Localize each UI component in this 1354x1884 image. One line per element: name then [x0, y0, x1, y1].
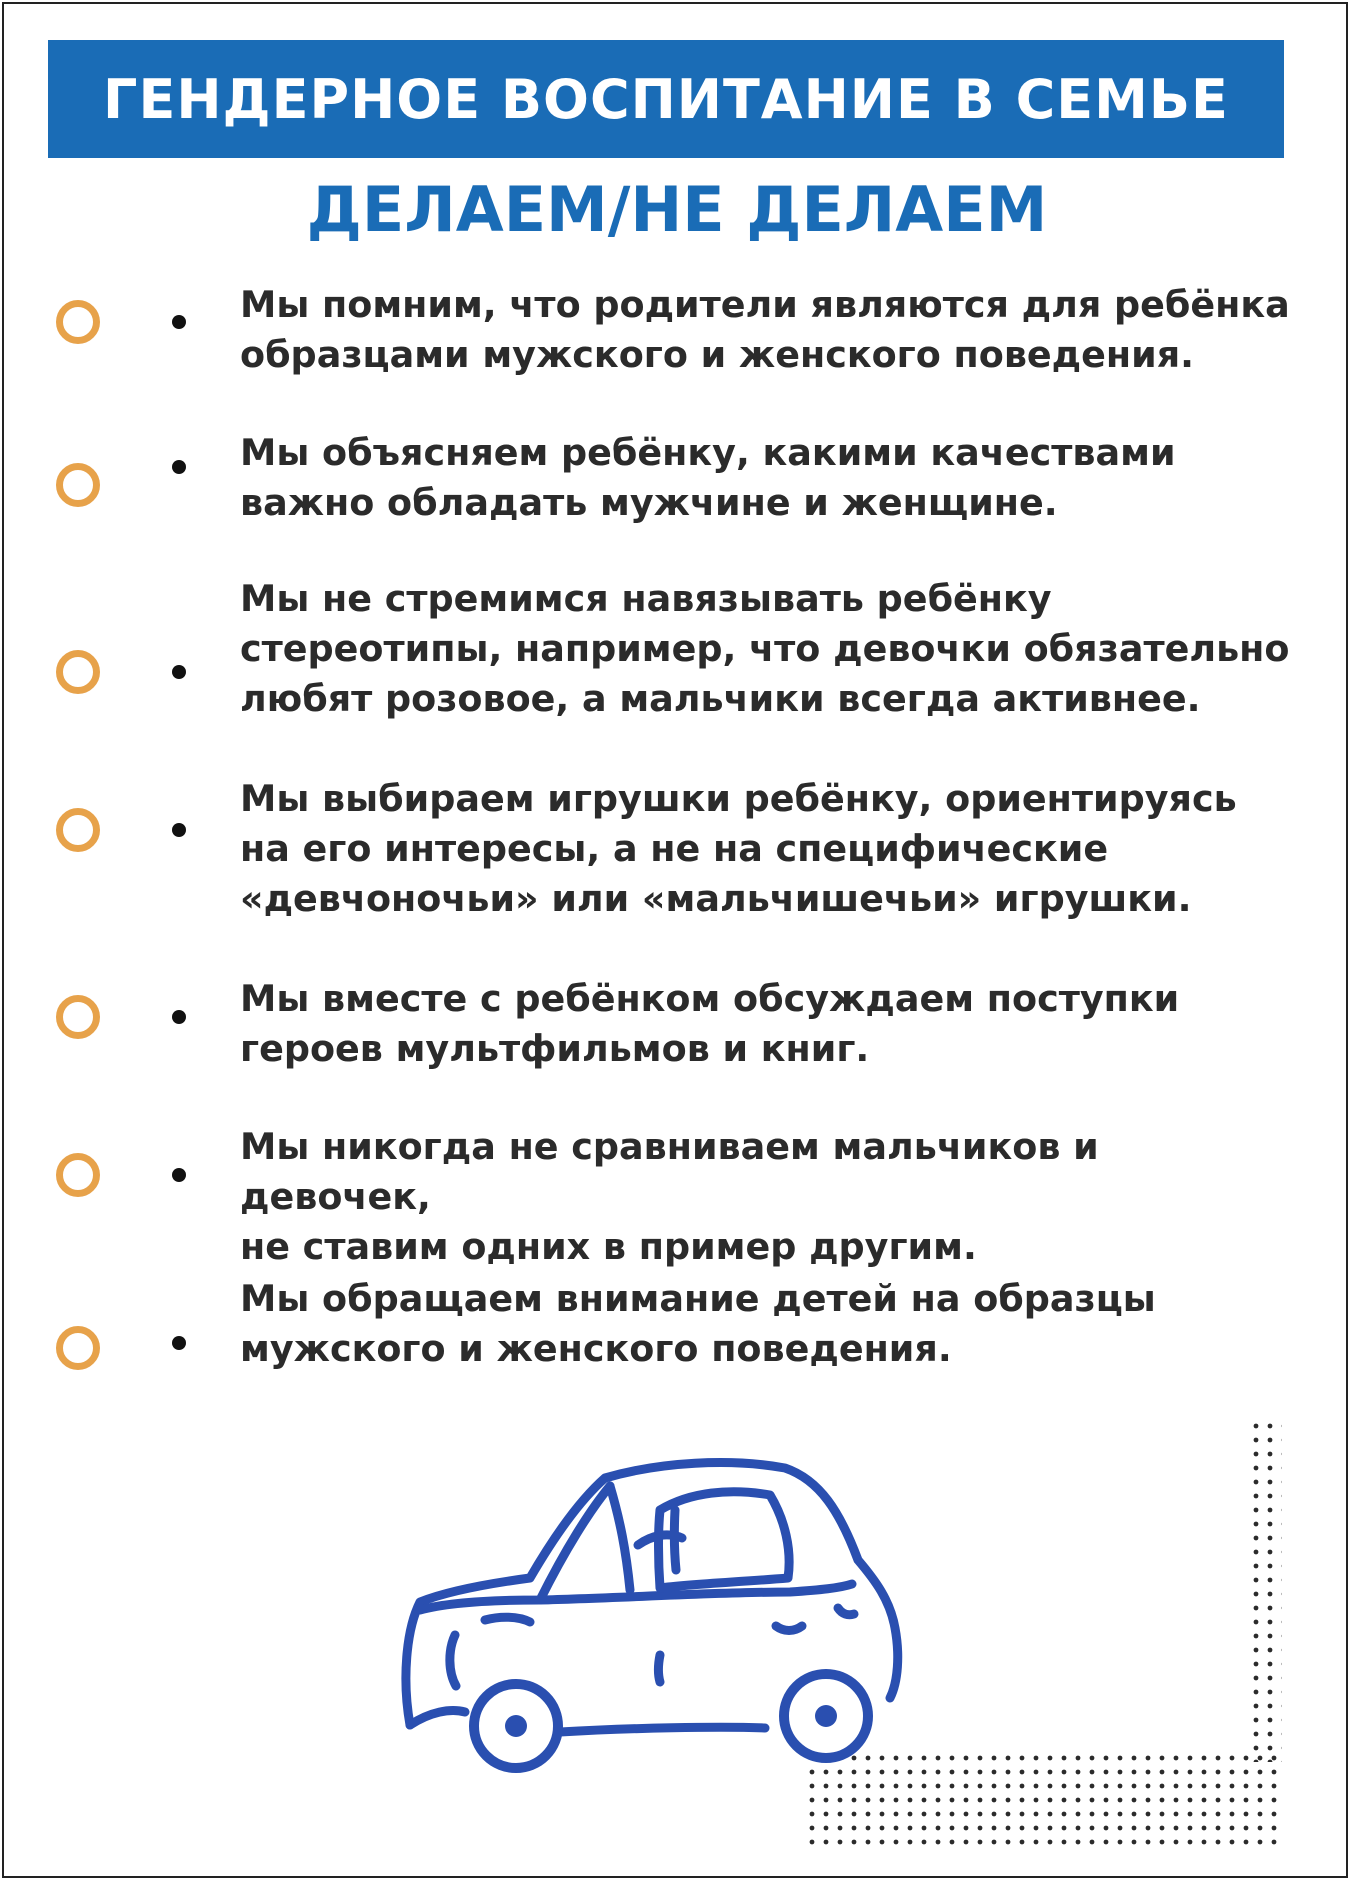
bullet-icon [172, 1168, 186, 1182]
list-item-text: Мы обращаем внимание детей на образцы мужского и женского поведения. [240, 1277, 1156, 1370]
ring-icon [56, 1153, 100, 1197]
ring-icon [56, 995, 100, 1039]
ring-icon [56, 808, 100, 852]
ring-icon [56, 1326, 100, 1370]
bullet-icon [172, 1010, 186, 1024]
list-item-text: Мы вместе с ребёнком обсуждаем поступки героев мультфильмов и книг. [240, 977, 1180, 1070]
ring-icon [56, 650, 100, 694]
ring-icon [56, 300, 100, 344]
list-item-text: Мы выбираем игрушки ребёнку, ориентируясь на его интересы, а не на специфические «девчоночьи» или «мальчишечьи» игрушки. [240, 777, 1237, 920]
list-item-text: Мы не стремимся навязывать ребёнку стереотипы, например, что девочки обязательно любят розовое, а мальчики всегда активнее. [240, 577, 1290, 720]
ring-icon [56, 463, 100, 507]
page-title: ГЕНДЕРНОЕ ВОСПИТАНИЕ В СЕМЬЕ [103, 67, 1229, 131]
page-subtitle: ДЕЛАЕМ/НЕ ДЕЛАЕМ [306, 173, 1048, 246]
bullet-icon [172, 315, 186, 329]
bullet-icon [172, 823, 186, 837]
list-item-text: Мы никогда не сравниваем мальчиков и девочек, не ставим одних в пример другим. [240, 1125, 1099, 1268]
bullet-icon [172, 665, 186, 679]
list-item-text: Мы объясняем ребёнку, какими качествами важно обладать мужчине и женщине. [240, 431, 1176, 524]
list-item-text: Мы помним, что родители являются для ребёнка образцами мужского и женского поведения. [240, 283, 1290, 376]
car-drawing-icon [390, 1450, 930, 1780]
bullet-icon [172, 1336, 186, 1350]
bullet-icon [172, 460, 186, 474]
dot-pattern-vertical [1252, 1422, 1282, 1762]
